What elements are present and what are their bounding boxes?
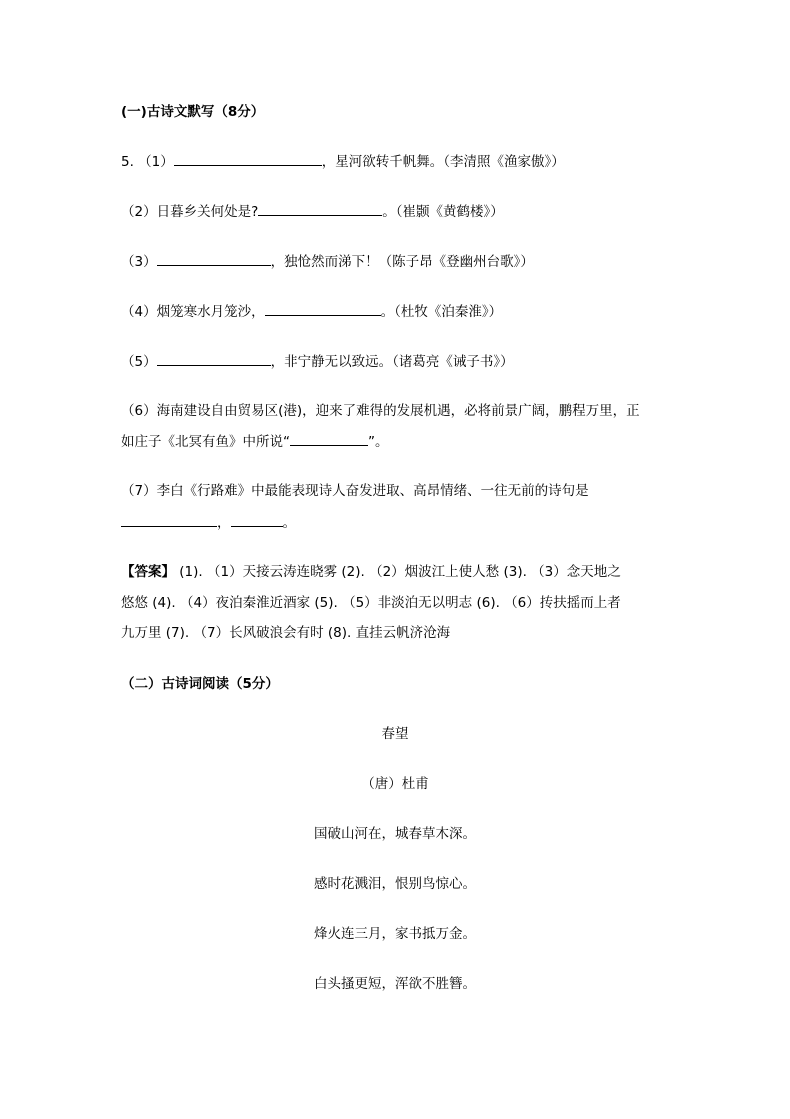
poem-line-4: 白头搔更短，浑欲不胜簪。 [314, 976, 476, 992]
question-5-5-text-before: （5） [121, 354, 157, 370]
blank-5-7b[interactable] [231, 512, 283, 527]
answer-line1 [121, 562, 621, 582]
section1-title: (一)古诗文默写（8分） [121, 104, 265, 120]
blank-5-2[interactable] [258, 201, 382, 216]
question-5-7-comma: ， [217, 515, 231, 531]
poem-line-2: 感时花溅泪，恨别鸟惊心。 [314, 876, 476, 892]
question-5-4 [121, 301, 502, 322]
question-5-1-text: ，星河欲转千帆舞。（李清照《渔家傲》） [321, 154, 565, 170]
question-5-1-prefix: 5. （1） [121, 154, 174, 170]
question-5-5-text-after: ，非宁静无以致远。（诸葛亮《诫子书》） [270, 354, 514, 370]
question-5-7-line1: （7）李白《行路难》中最能表现诗人奋发进取、高昂情绪、一往无前的诗句是 [121, 483, 589, 499]
blank-5-6[interactable] [290, 431, 368, 446]
question-5-3 [121, 251, 534, 272]
blank-5-5[interactable] [157, 351, 271, 366]
answer-label: 【答案】 [121, 564, 175, 580]
question-5-3-text-before: （3） [121, 254, 157, 270]
question-5-4-text-before: （4）烟笼寒水月笼沙， [121, 304, 265, 320]
blank-5-4[interactable] [265, 301, 381, 316]
question-5-2-text-before: （2）日暮乡关何处是? [121, 204, 259, 220]
answer-text-1: (1). （1）天接云涛连晓雾 (2). （2）烟波江上使人愁 (3). （3）念天地之 [175, 564, 621, 580]
question-5-7-end: 。 [282, 515, 296, 531]
question-5-2 [121, 201, 504, 222]
poem-author: （唐）杜甫 [361, 776, 429, 792]
question-5-5 [121, 351, 514, 372]
poem-line-1: 国破山河在，城春草木深。 [314, 826, 476, 842]
question-5-3-text-after: ，独怆然而涕下！（陈子昂《登幽州台歌》） [270, 254, 534, 270]
section2-title: （二）古诗词阅读（5分） [121, 676, 279, 692]
blank-5-3[interactable] [157, 251, 271, 266]
question-5-6-text-before: 如庄子《北冥有鱼》中所说“ [121, 434, 290, 450]
question-5-7-line2 [121, 512, 296, 533]
question-5-6-line1: （6）海南建设自由贸易区(港)，迎来了难得的发展机遇，必将前景广阔，鹏程万里，正 [121, 403, 640, 419]
question-5-4-text-after: 。（杜牧《泊秦淮》） [380, 304, 503, 320]
answer-line2: 悠悠 (4). （4）夜泊秦淮近酒家 (5). （5）非淡泊无以明志 (6). （6）抟扶摇而上者 [121, 595, 621, 611]
poem-line-3: 烽火连三月，家书抵万金。 [314, 926, 476, 942]
poem-title: 春望 [381, 726, 409, 742]
question-5-2-text-after: 。（崔颢《黄鹤楼》） [382, 204, 504, 220]
answer-line3: 九万里 (7). （7）长风破浪会有时 (8). 直挂云帆济沧海 [121, 625, 451, 641]
blank-5-7a[interactable] [121, 512, 217, 527]
question-5-6-text-after: ”。 [368, 434, 389, 450]
blank-5-1[interactable] [174, 151, 322, 166]
question-5-1 [121, 151, 565, 172]
question-5-6-line2 [121, 431, 389, 452]
